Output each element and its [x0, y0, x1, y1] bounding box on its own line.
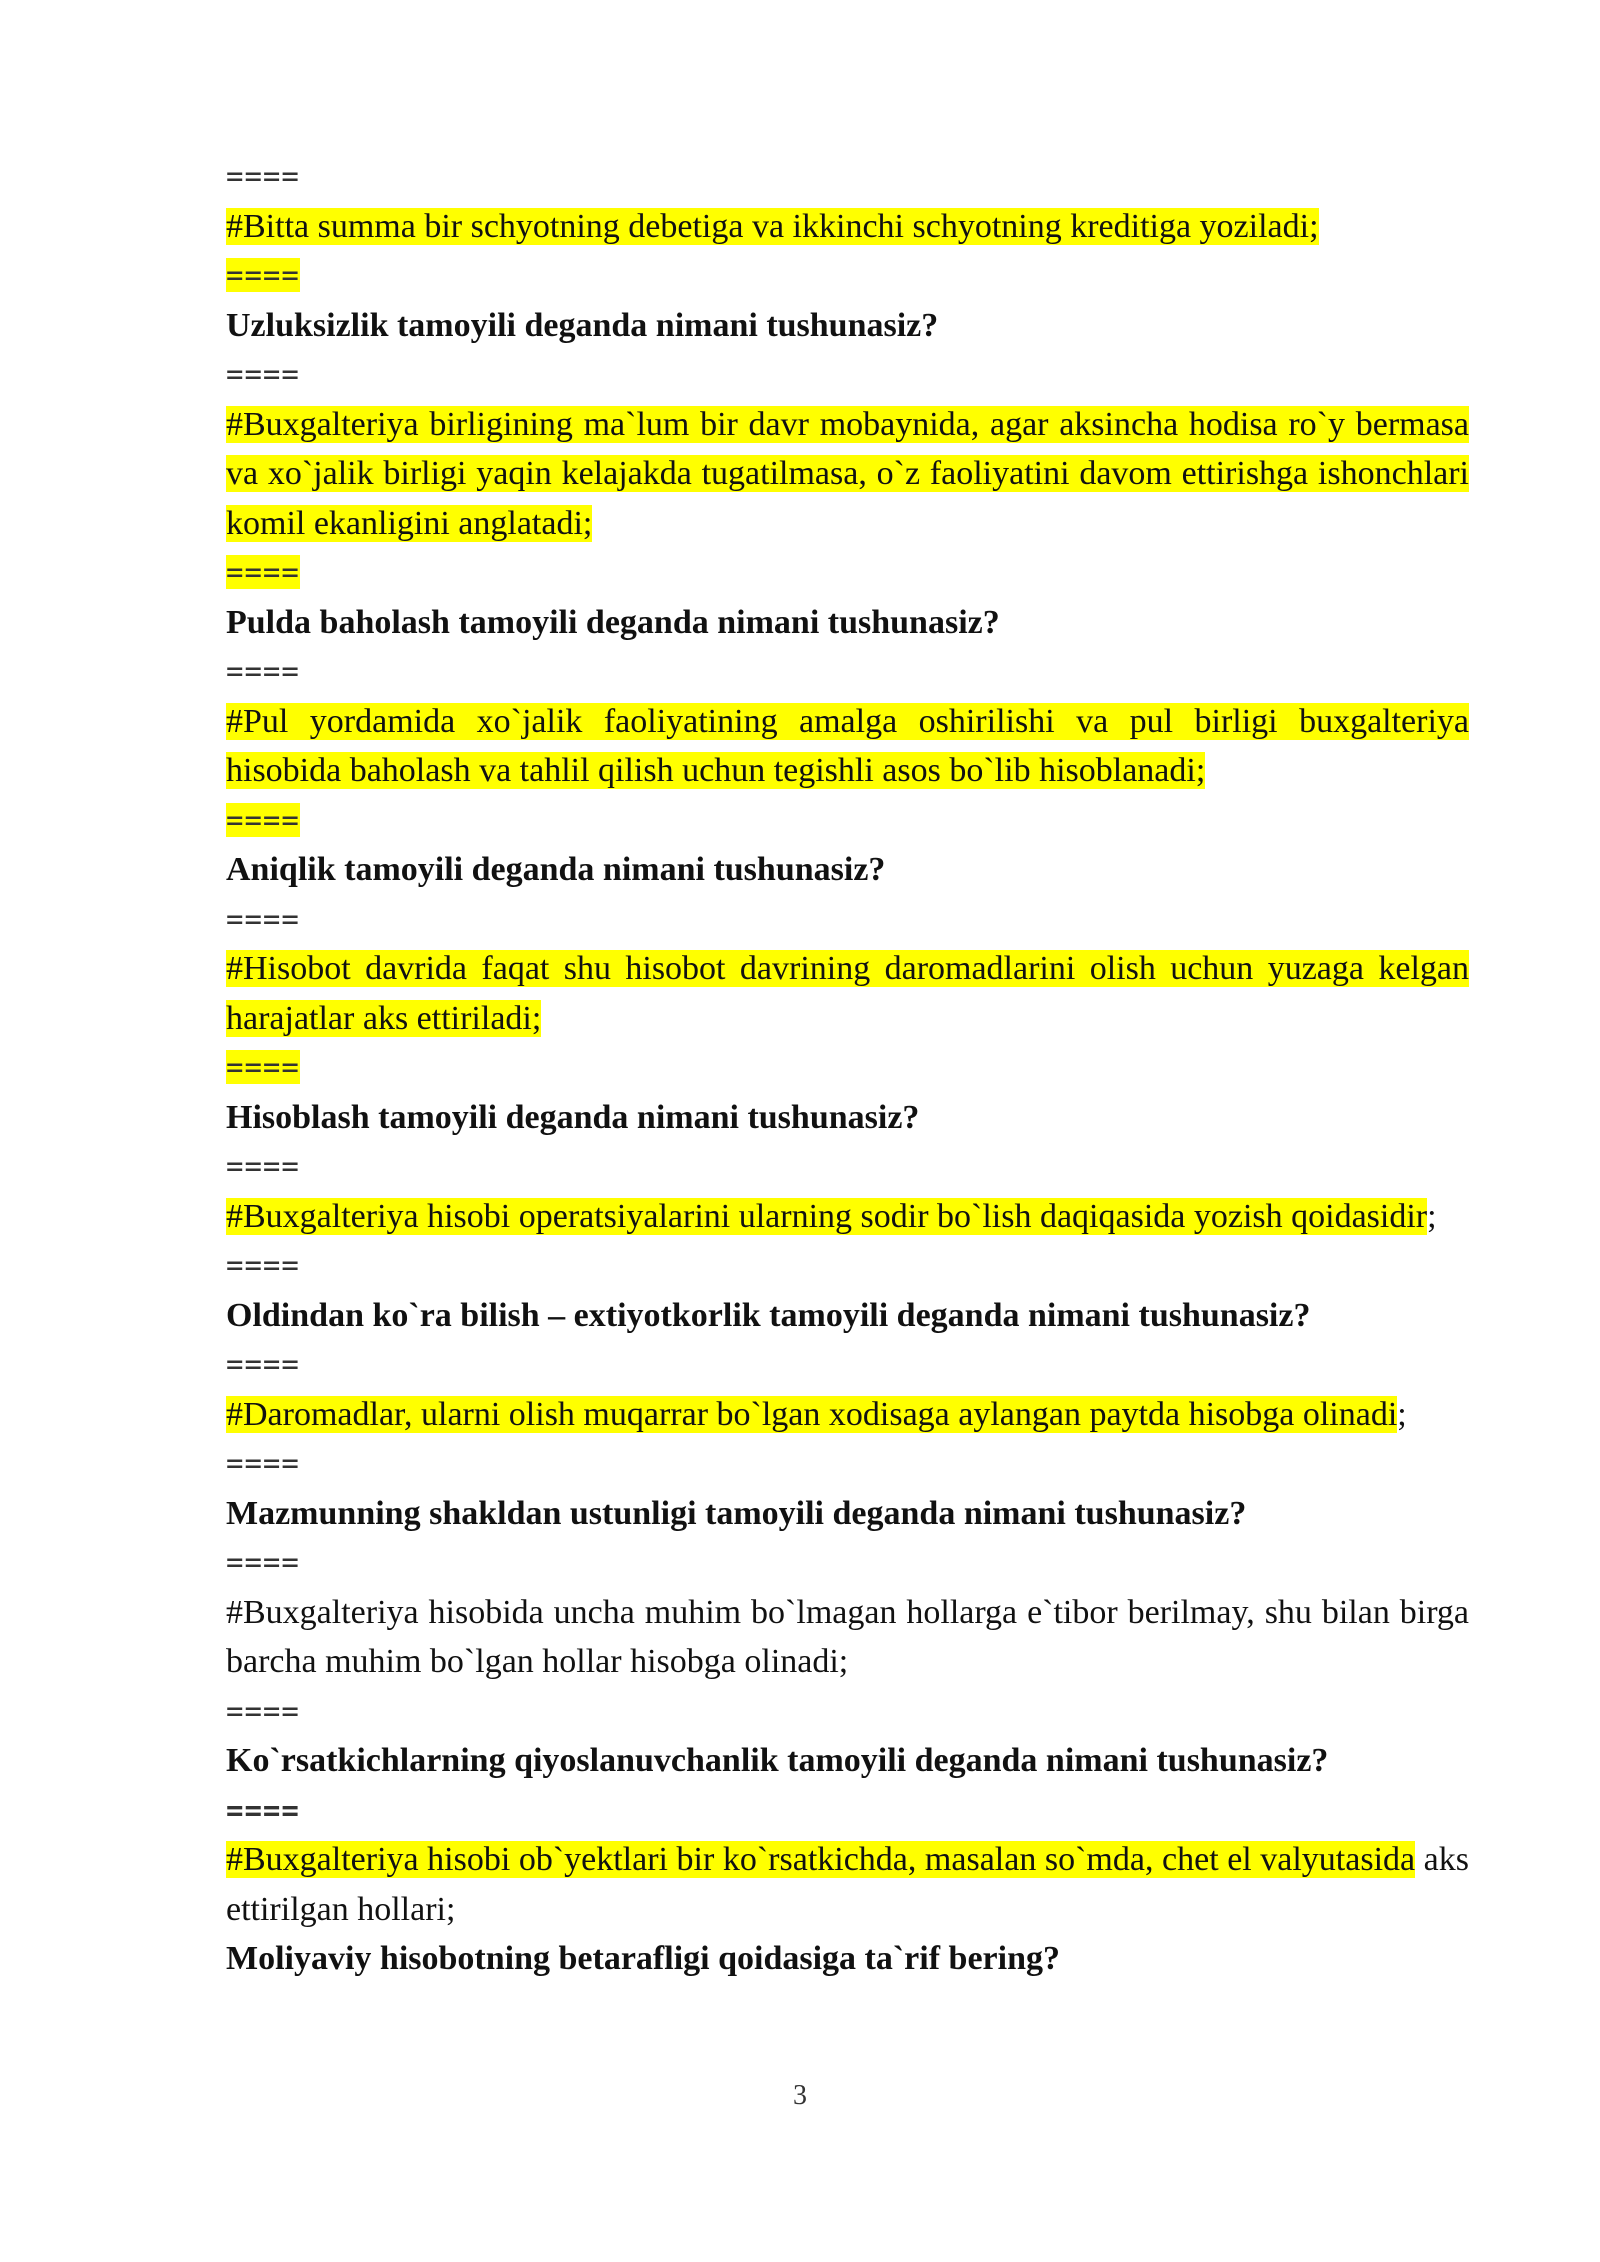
- answer-text: [226, 400, 1469, 549]
- separator-line: [226, 1538, 1469, 1588]
- separator-text: ====: [226, 1792, 300, 1827]
- document-page: [226, 152, 1469, 1984]
- question-text: Pulda baholash tamoyili deganda nimani tushunasiz?: [226, 603, 1000, 641]
- highlighted-answer-text: #Daromadlar, ularni olish muqarrar bo`lgan xodisaga aylangan paytda hisobga olinadi: [226, 1395, 1398, 1433]
- separator-line: [226, 1439, 1469, 1489]
- question-text: Uzluksizlik tamoyili deganda nimani tushunasiz?: [226, 306, 939, 344]
- answer-text: [226, 1588, 1469, 1687]
- answer-text: [226, 1192, 1469, 1242]
- page-number: 3: [793, 2080, 807, 2111]
- question-text: Mazmunning shakldan ustunligi tamoyili deganda nimani tushunasiz?: [226, 1494, 1247, 1532]
- separator-text: ====: [226, 1446, 300, 1480]
- highlighted-answer-text: #Bitta summa bir schyotning debetiga va ikkinchi schyotning kreditiga yoziladi;: [226, 207, 1319, 245]
- separator-line: [226, 350, 1469, 400]
- answer-text-segment: ;: [1427, 1197, 1437, 1235]
- question-text: Ko`rsatkichlarning qiyoslanuvchanlik tamoyili deganda nimani tushunasiz?: [226, 1742, 1329, 1779]
- highlighted-answer-text: #Pul yordamida xo`jalik faoliyatining amalga oshirilishi va pul birligi buxgalteriya hisobida baholash va tahlil qilish uchun tegishli asos bo`lib hisoblanadi;: [226, 702, 1469, 789]
- separator-line: [226, 548, 1469, 598]
- separator-text: ====: [226, 555, 300, 589]
- question-text: Moliyaviy hisobotning betarafligi qoidasiga ta`rif bering?: [226, 1940, 1060, 1977]
- separator-text: ====: [226, 357, 300, 391]
- question-text: Aniqlik tamoyili deganda nimani tushunasiz?: [226, 851, 886, 888]
- separator-line: [226, 1241, 1469, 1291]
- separator-text: ====: [226, 1693, 300, 1728]
- answer-text-segment: #Buxgalteriya hisobida uncha muhim bo`lmagan hollarga e`tibor berilmay, shu bilan birga barcha muhim bo`lgan hollar hisobga olinadi;: [226, 1593, 1469, 1680]
- separator-text: ====: [226, 1149, 300, 1183]
- separator-line: [226, 1687, 1469, 1737]
- answer-text: [226, 1835, 1469, 1934]
- answer-text-segment: aks ettirilgan hollari;: [226, 1841, 1469, 1928]
- separator-line: [226, 1043, 1469, 1093]
- separator-text: ====: [226, 1050, 300, 1084]
- separator-text: ====: [226, 654, 300, 688]
- highlighted-answer-text: #Hisobot davrida faqat shu hisobot davrining daromadlarini olish uchun yuzaga kelgan harajatlar aks ettiriladi;: [226, 950, 1469, 1037]
- answer-text-segment: ;: [1397, 1395, 1407, 1433]
- separator-text: ====: [226, 1347, 300, 1381]
- separator-line: [226, 1340, 1469, 1390]
- separator-text: ====: [226, 258, 300, 292]
- separator-line: [226, 895, 1469, 945]
- answer-text: [226, 202, 1469, 252]
- highlighted-answer-text: #Buxgalteriya hisobi operatsiyalarini ularning sodir bo`lish daqiqasida yozish qoidasidir: [226, 1197, 1428, 1235]
- highlighted-answer-text: #Buxgalteriya hisobi ob`yektlari bir ko`rsatkichda, masalan so`mda, chet el valyutasida: [226, 1841, 1416, 1878]
- answer-text: [226, 944, 1469, 1043]
- separator-text: ====: [226, 1545, 300, 1579]
- separator-text: ====: [226, 1248, 300, 1282]
- separator-text: ====: [226, 802, 300, 837]
- separator-line: [226, 152, 1469, 202]
- separator-line: [226, 1786, 1469, 1836]
- question-text: Hisoblash tamoyili deganda nimani tushunasiz?: [226, 1098, 920, 1136]
- answer-text: [226, 697, 1469, 796]
- highlighted-answer-text: #Buxgalteriya birligining ma`lum bir davr mobaynida, agar aksincha hodisa ro`y bermasa va xo`jalik birligi yaqin kelajakda tugatilmasa, o`z faoliyatini davom ettirishga ishonchlari komil ekanligini anglatadi;: [226, 405, 1469, 542]
- separator-text: ====: [226, 901, 300, 936]
- question-text: Oldindan ko`ra bilish – extiyotkorlik tamoyili deganda nimani tushunasiz?: [226, 1296, 1311, 1334]
- separator-line: [226, 1142, 1469, 1192]
- separator-line: [226, 647, 1469, 697]
- separator-line: [226, 251, 1469, 301]
- answer-text: [226, 1390, 1469, 1440]
- separator-text: ====: [226, 159, 300, 193]
- separator-line: [226, 796, 1469, 846]
